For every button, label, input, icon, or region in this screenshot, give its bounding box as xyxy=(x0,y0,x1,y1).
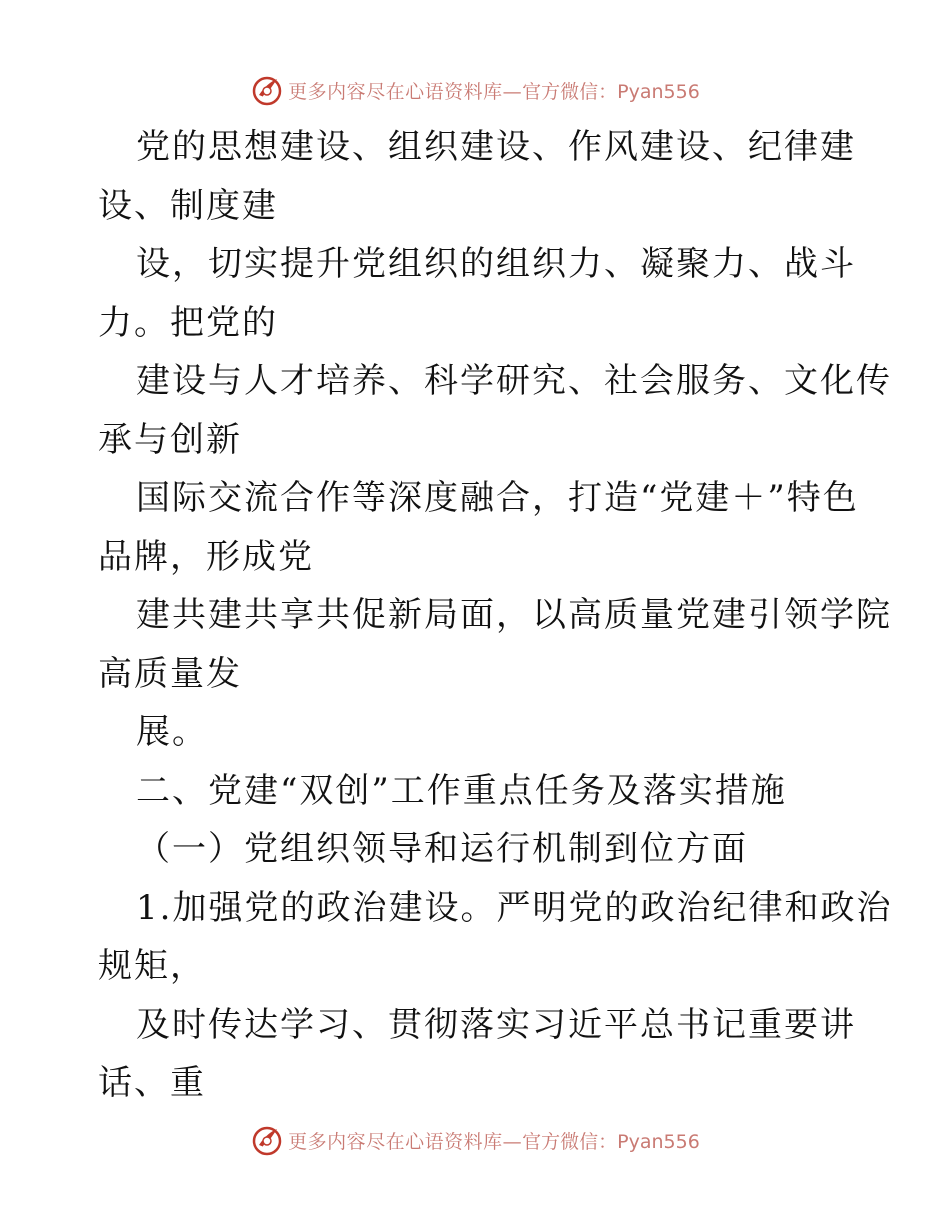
body-text-line: 及时传达学习、贯彻落实习近平总书记重要讲 xyxy=(136,1004,856,1045)
footer-watermark xyxy=(0,1120,950,1160)
header-wechat-text: 官方微信：Pyan556 xyxy=(522,80,700,103)
header-brand-text: 更多内容尽在心语资料库— xyxy=(288,80,523,103)
body-text-line: 规矩， xyxy=(98,946,206,986)
body-text-line: 承与创新 xyxy=(98,419,242,460)
body-text-line: 1.加强党的政治建设。严明党的政治纪律和政治 xyxy=(136,887,893,928)
quill-seal-icon xyxy=(250,73,284,107)
footer-wechat-text: 官方微信：Pyan556 xyxy=(522,1130,700,1153)
body-text-line: 建共建共享共促新局面，以高质量党建引领学院 xyxy=(136,595,892,635)
header-watermark xyxy=(0,70,950,110)
body-text-line: 话、重 xyxy=(98,1063,206,1103)
document-body xyxy=(98,118,893,1113)
body-text-line: 二、党建“双创”工作重点任务及落实措施 xyxy=(136,770,787,811)
body-text-line: 党的思想建设、组织建设、作风建设、纪律建 xyxy=(136,127,856,167)
body-text-line: 高质量发 xyxy=(98,653,242,694)
body-text-line: 品牌，形成党 xyxy=(98,536,314,577)
footer-brand-text: 更多内容尽在心语资料库— xyxy=(288,1130,523,1153)
body-text-line: 展。 xyxy=(136,712,208,752)
body-text-line: 力。把党的 xyxy=(98,302,278,343)
body-text-line: 国际交流合作等深度融合，打造“党建＋”特色 xyxy=(136,478,859,518)
body-text-line: （一）党组织领导和运行机制到位方面 xyxy=(136,829,748,869)
body-text-line: 设，切实提升党组织的组织力、凝聚力、战斗 xyxy=(136,244,856,284)
body-text-line: 建设与人才培养、科学研究、社会服务、文化传 xyxy=(136,361,892,401)
body-text-line: 设、制度建 xyxy=(98,185,278,226)
quill-seal-icon xyxy=(250,1123,284,1157)
